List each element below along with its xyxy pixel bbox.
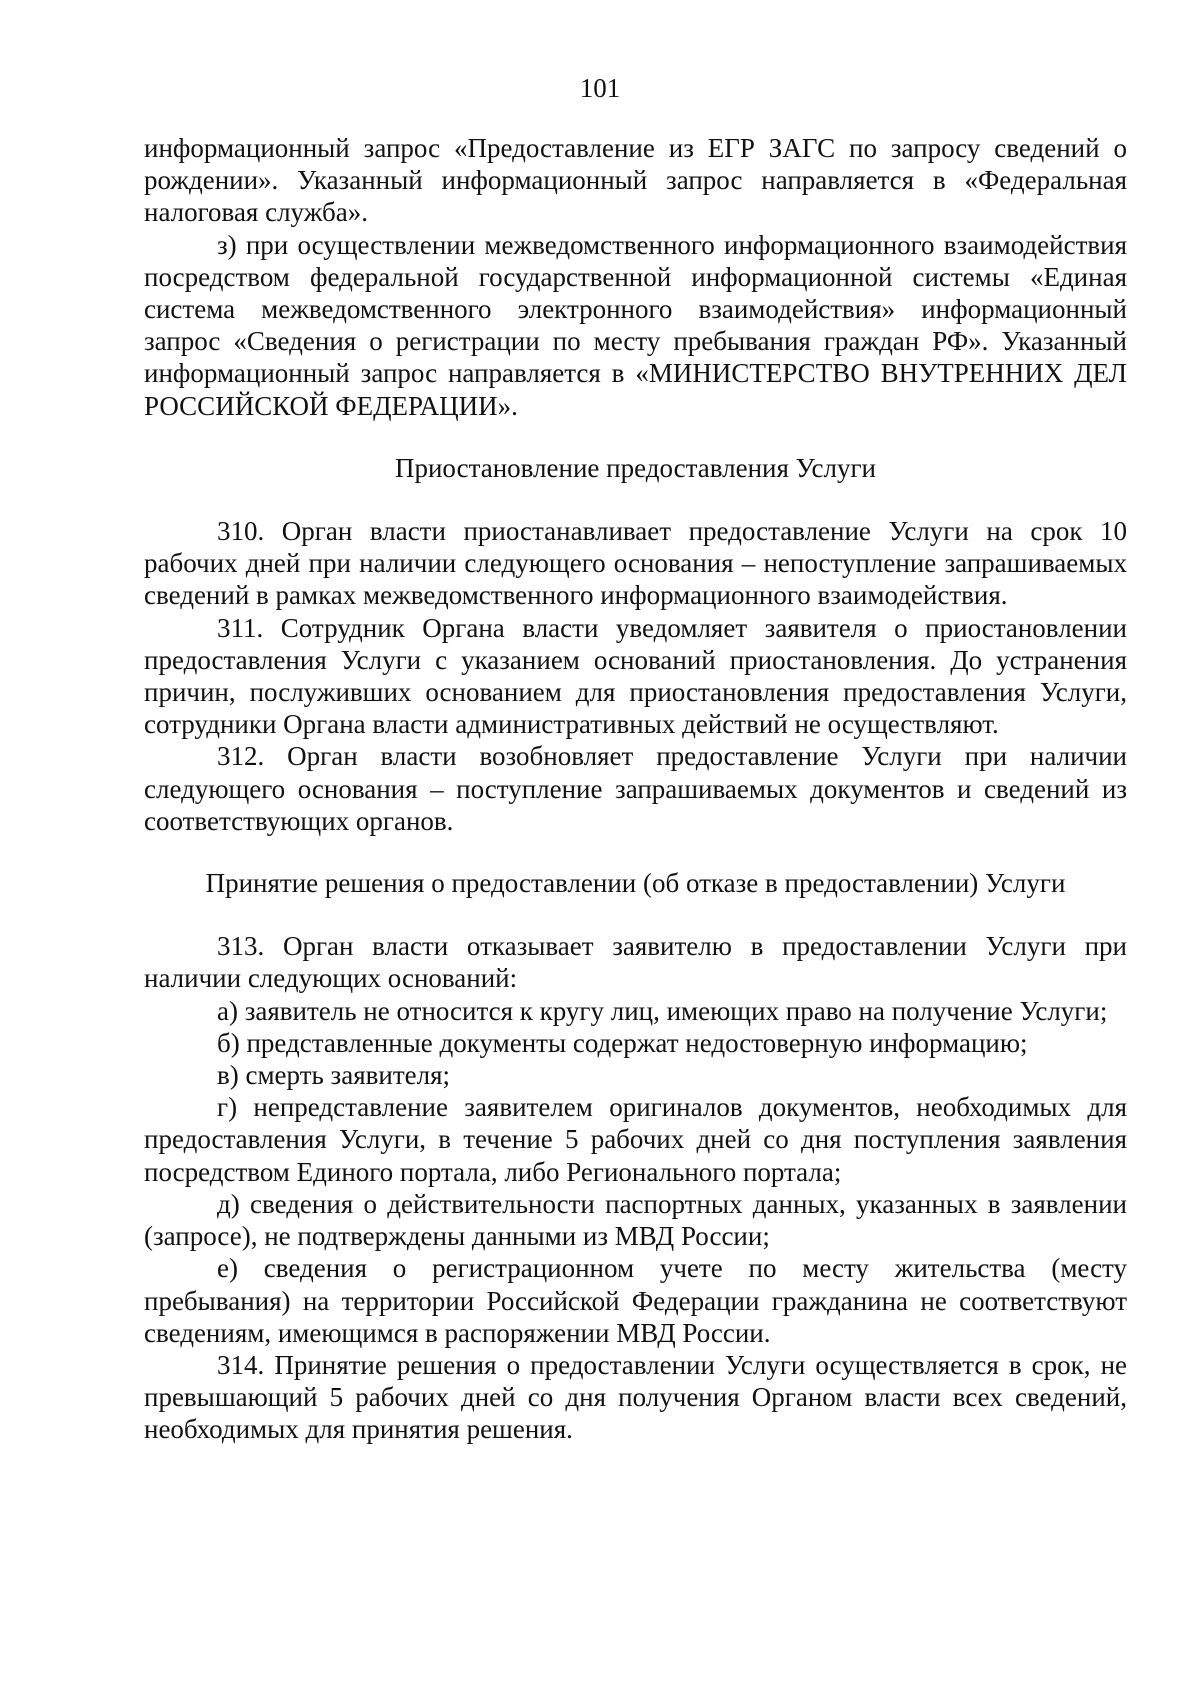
- page-number: 101: [579, 73, 621, 103]
- paragraph-313-b: б) представленные документы содержат недостоверную информацию;: [217, 1027, 1028, 1058]
- paragraph-310: 310. Орган власти приостанавливает предоставление Услуги на срок 10 рабочих дней при наличии следующего основания – непоступление запрашиваемых сведений в рамках межведомственного информационного взаимодействия.: [144, 516, 1127, 611]
- paragraph-312: 312. Орган власти возобновляет предоставление Услуги при наличии следующего основания – поступление запрашиваемых документов и сведений из соответствующих органов.: [144, 741, 1127, 836]
- section-heading-decision: Принятие решения о предоставлении (об отказе в предоставлении) Услуги: [205, 868, 1066, 899]
- paragraph-continuation: информационный запрос «Предоставление из ЕГР ЗАГС по запросу сведений о рождении». Указанный информационный запрос направляется в «Федеральная налоговая служба».: [144, 133, 1127, 228]
- paragraph-313-v: в) смерть заявителя;: [217, 1060, 450, 1091]
- paragraph-311: 311. Сотрудник Органа власти уведомляет заявителя о приостановлении предоставления Услуги с указанием оснований приостановления. До устранения причин, послуживших основанием для приостановления предоставления Услуги, сотрудники Органа власти административных действий не осуществляют.: [144, 612, 1127, 740]
- paragraph-313-g: г) непредставление заявителем оригиналов документов, необходимых для предоставления Услуги, в течение 5 рабочих дней со дня поступления заявления посредством Единого портала, либо Регионального портала;: [144, 1092, 1127, 1187]
- paragraph-313-d: д) сведения о действительности паспортных данных, указанных в заявлении (запросе), не подтверждены данными из МВД России;: [144, 1188, 1127, 1252]
- document-body: [144, 132, 1127, 1446]
- paragraph-313-e: е) сведения о регистрационном учете по месту жительства (месту пребывания) на территории Российской Федерации гражданина не соответствуют сведениям, имеющимся в распоряжении МВД России.: [144, 1253, 1127, 1348]
- paragraph-314: 314. Принятие решения о предоставлении Услуги осуществляется в срок, не превышающий 5 рабочих дней со дня получения Органом власти всех сведений, необходимых для принятия решения.: [144, 1349, 1127, 1445]
- paragraph-313-a: а) заявитель не относится к кругу лиц, имеющих право на получение Услуги;: [217, 995, 1108, 1026]
- section-heading-suspension: Приостановление предоставления Услуги: [394, 452, 876, 483]
- paragraph-313: 313. Орган власти отказывает заявителю в предоставлении Услуги при наличии следующих оснований:: [144, 931, 1127, 994]
- paragraph-item-z: з) при осуществлении межведомственного информационного взаимодействия посредством федеральной государственной информационной системы «Единая система межведомственного электронного взаимодействия» информационный запрос «Сведения о регистрации по месту пребывания граждан РФ». Указанный информационный запрос направляется в «МИНИСТЕРСТВО ВНУТРЕННИХ ДЕЛ РОССИЙСКОЙ ФЕДЕРАЦИИ».: [144, 229, 1127, 421]
